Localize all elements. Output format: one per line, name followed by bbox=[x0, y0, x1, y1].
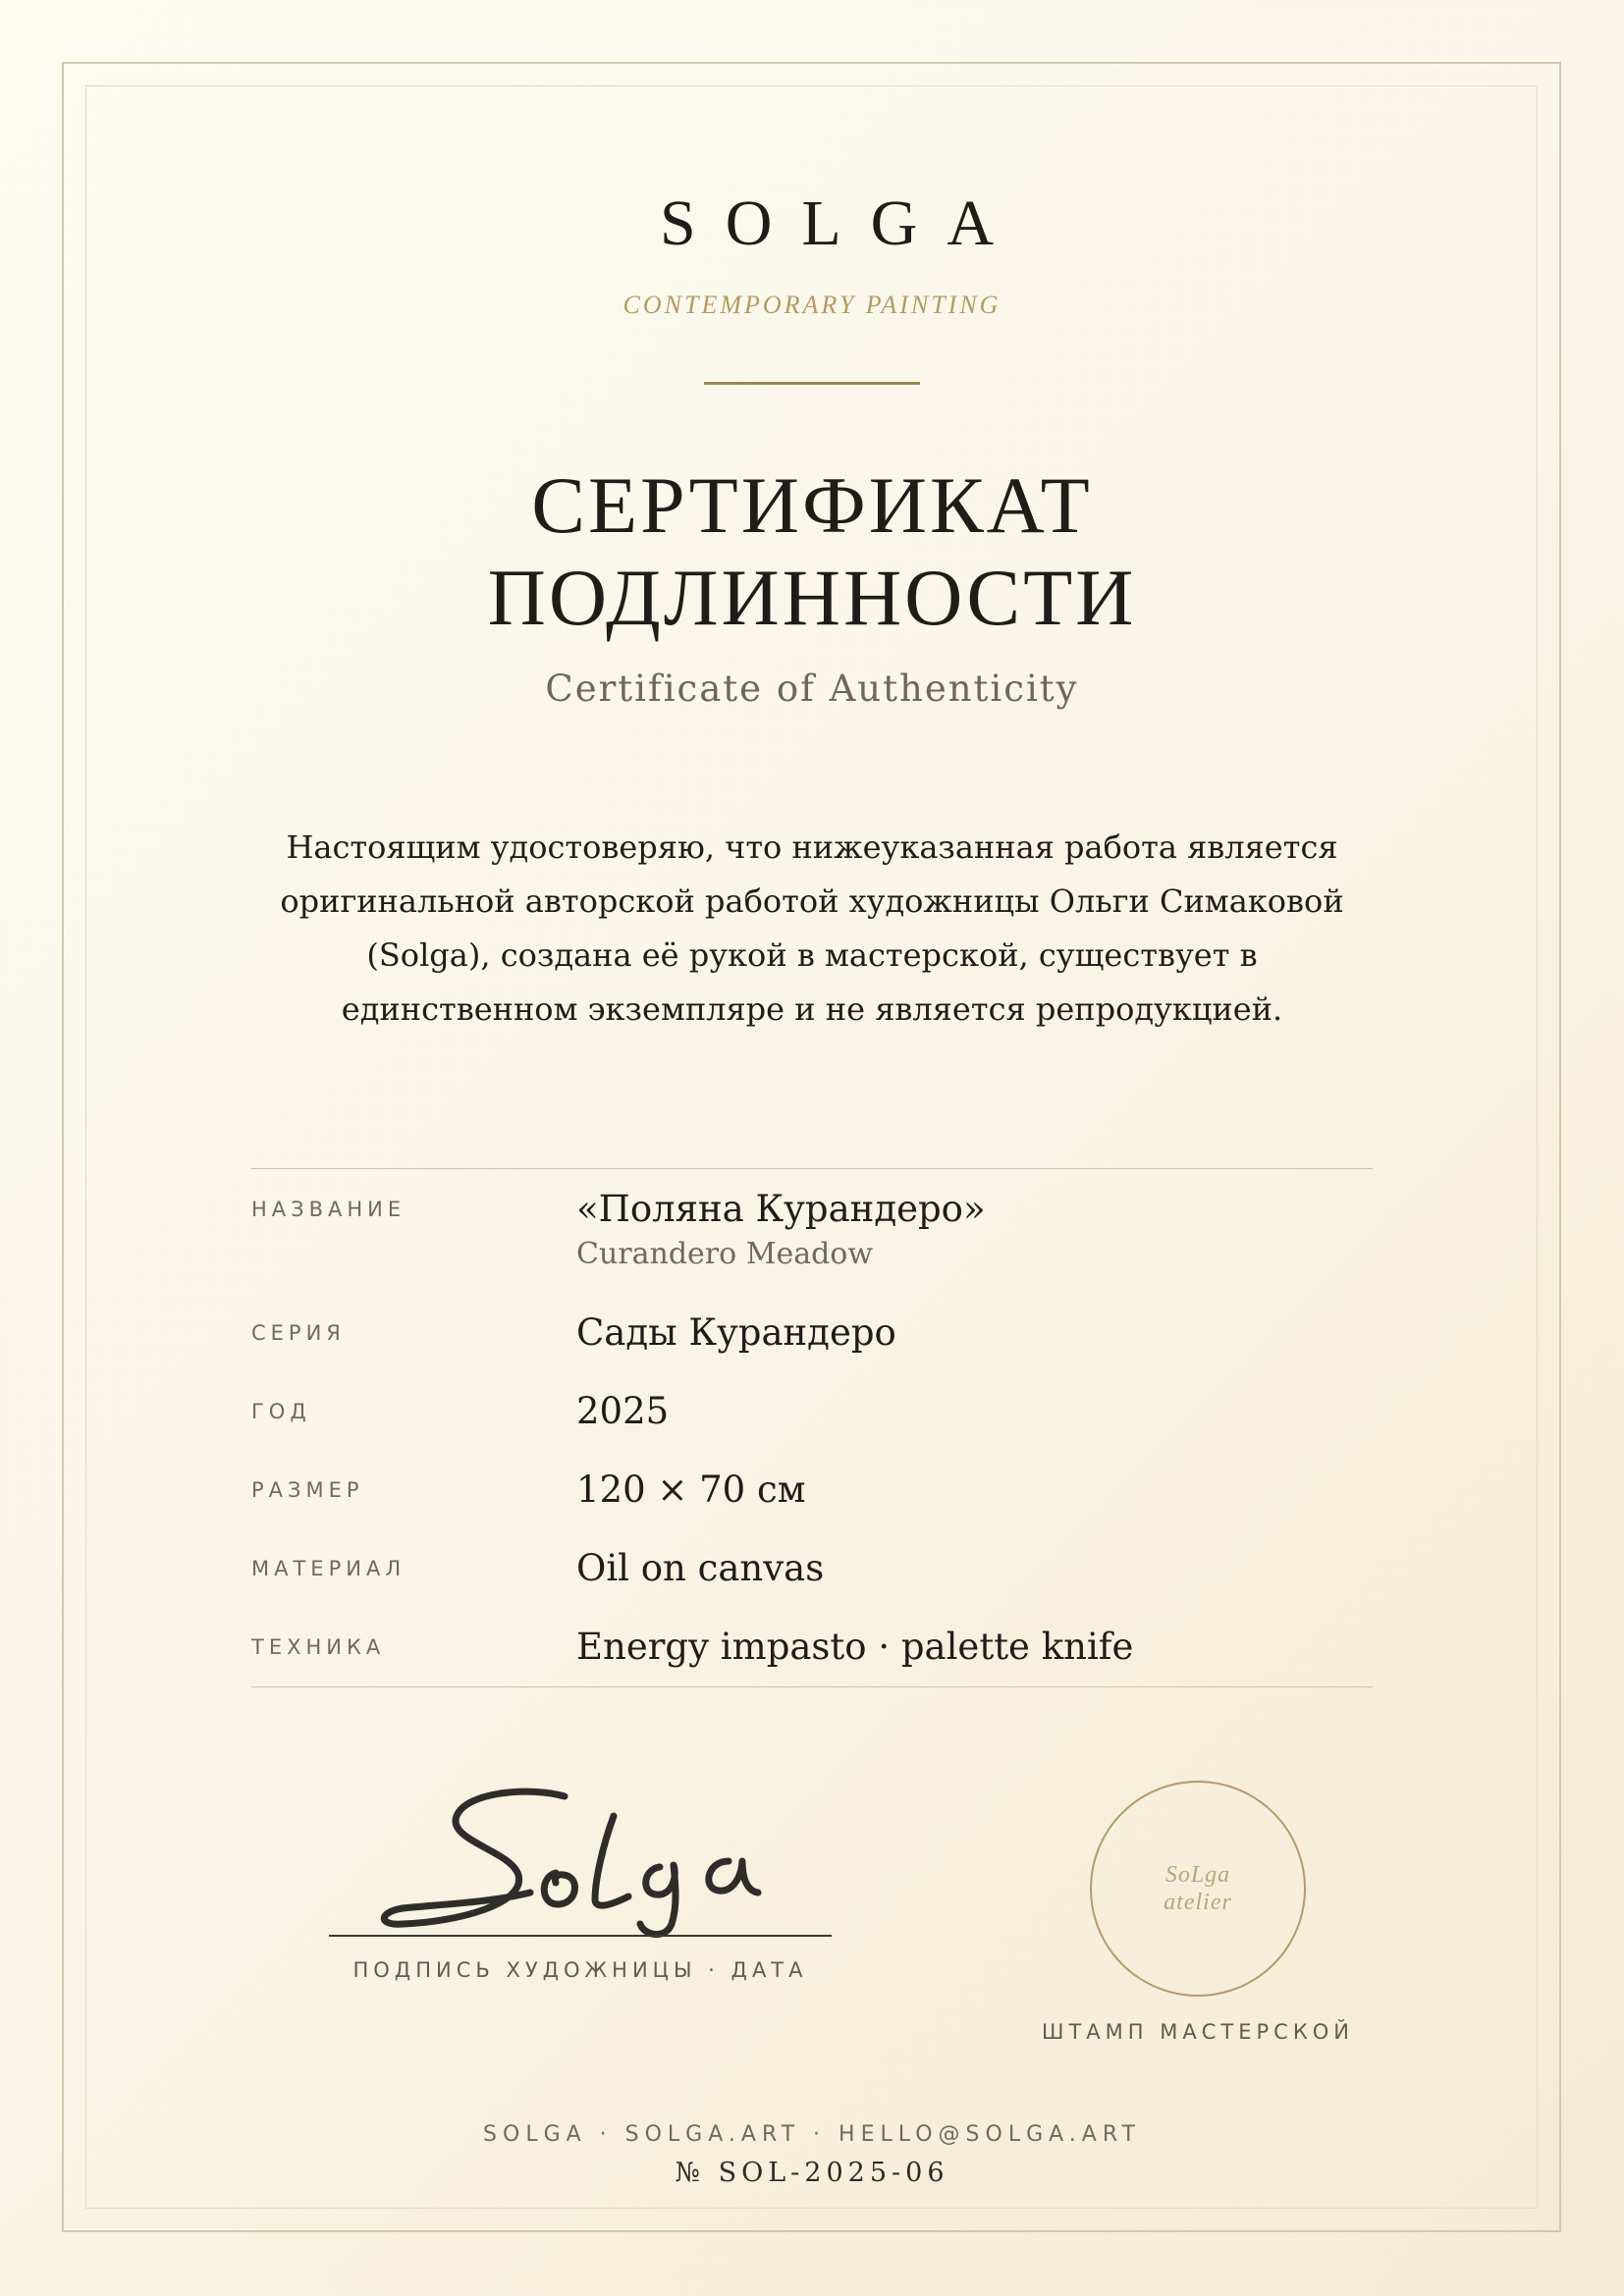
stamp-line-2: atelier bbox=[1164, 1890, 1232, 1915]
certificate-number: № SOL-2025-06 bbox=[675, 2158, 949, 2188]
brand-tagline: CONTEMPORARY PAINTING bbox=[623, 291, 1001, 319]
certificate-subtitle: Certificate of Authenticity bbox=[545, 667, 1079, 710]
artist-signature bbox=[363, 1767, 805, 1944]
detail-label: РАЗМЕР bbox=[251, 1478, 364, 1502]
brand-name: SOLGA bbox=[659, 187, 1023, 259]
details-bottom-rule bbox=[251, 1686, 1373, 1687]
title-line-1: СЕРТИФИКАТ bbox=[531, 460, 1093, 550]
detail-label: ГОД bbox=[251, 1400, 311, 1423]
details-top-rule bbox=[251, 1168, 1373, 1169]
detail-value: Energy impasto · palette knife bbox=[576, 1626, 1134, 1668]
signature-line bbox=[329, 1935, 832, 1937]
footer-contacts: SOLGA · SOLGA.ART · HELLO@SOLGA.ART bbox=[483, 2122, 1141, 2147]
detail-value-english: Curandero Meadow bbox=[576, 1237, 874, 1271]
detail-value: 120 × 70 см bbox=[576, 1468, 806, 1511]
detail-label: МАТЕРИАЛ bbox=[251, 1557, 406, 1580]
title-line-2: ПОДЛИННОСТИ bbox=[487, 553, 1137, 642]
certificate-title bbox=[0, 459, 1624, 644]
detail-value: «Поляна Курандеро» bbox=[576, 1188, 986, 1230]
detail-label: ТЕХНИКА bbox=[251, 1635, 386, 1659]
signature-caption: ПОДПИСЬ ХУДОЖНИЦЫ · ДАТА bbox=[352, 1958, 808, 1982]
title-divider bbox=[704, 382, 920, 385]
stamp-line-1: SoLga bbox=[1164, 1862, 1231, 1888]
detail-value: Сады Курандеро bbox=[576, 1311, 896, 1354]
authenticity-statement: Настоящим удостоверяю, что нижеуказанная работа является оригинальной авторской работой художницы Ольги Симаковой (Solga), создана её рукой в мастерской, существует в единственном экземпляре и не является репродукцией. bbox=[280, 828, 1344, 1028]
workshop-stamp bbox=[1090, 1781, 1306, 1997]
detail-label: СЕРИЯ bbox=[251, 1321, 346, 1345]
detail-label: НАЗВАНИЕ bbox=[251, 1198, 406, 1221]
detail-value: Oil on canvas bbox=[576, 1547, 825, 1589]
inner-border bbox=[85, 85, 1538, 2209]
stamp-caption: ШТАМП МАСТЕРСКОЙ bbox=[1042, 2020, 1354, 2044]
detail-value: 2025 bbox=[576, 1390, 670, 1432]
